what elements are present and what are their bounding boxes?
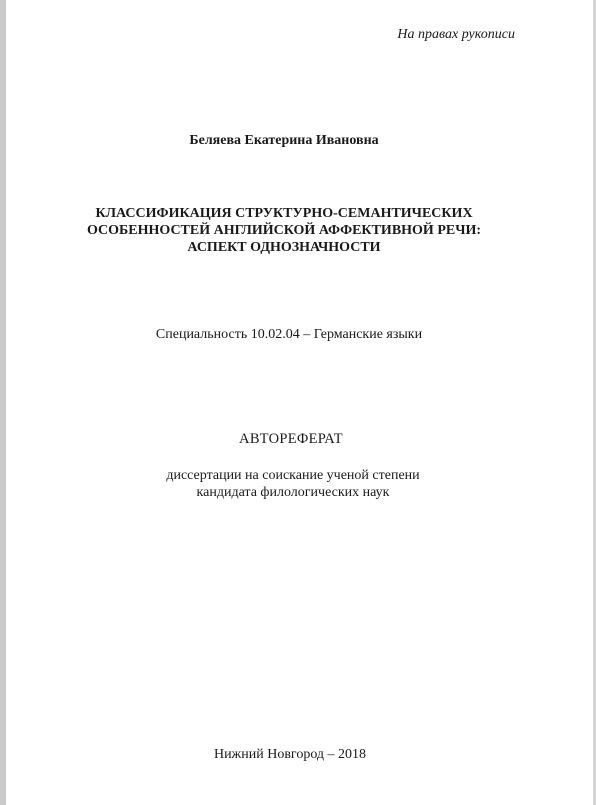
specialty: Специальность 10.02.04 – Германские языки (155, 327, 423, 342)
degree-purpose (6, 467, 580, 501)
document-page (6, 0, 593, 805)
place-and-year: Нижний Новгород – 2018 (213, 747, 367, 762)
purpose-line: кандидата филологических наук (196, 485, 390, 500)
author-name: Беляева Екатерина Ивановна (189, 133, 379, 148)
title-line: АСПЕКТ ОДНОЗНАЧНОСТИ (187, 240, 381, 255)
purpose-line: диссертации на соискание ученой степени (166, 468, 420, 483)
title-line: КЛАССИФИКАЦИЯ СТРУКТУРНО-СЕМАНТИЧЕСКИХ (95, 206, 473, 221)
document-type: АВТОРЕФЕРАТ (239, 431, 343, 447)
rights-note: На правах рукописи (397, 27, 515, 42)
dissertation-title (6, 205, 562, 256)
title-line: ОСОБЕННОСТЕЙ АНГЛИЙСКОЙ АФФЕКТИВНОЙ РЕЧИ: (86, 223, 482, 238)
